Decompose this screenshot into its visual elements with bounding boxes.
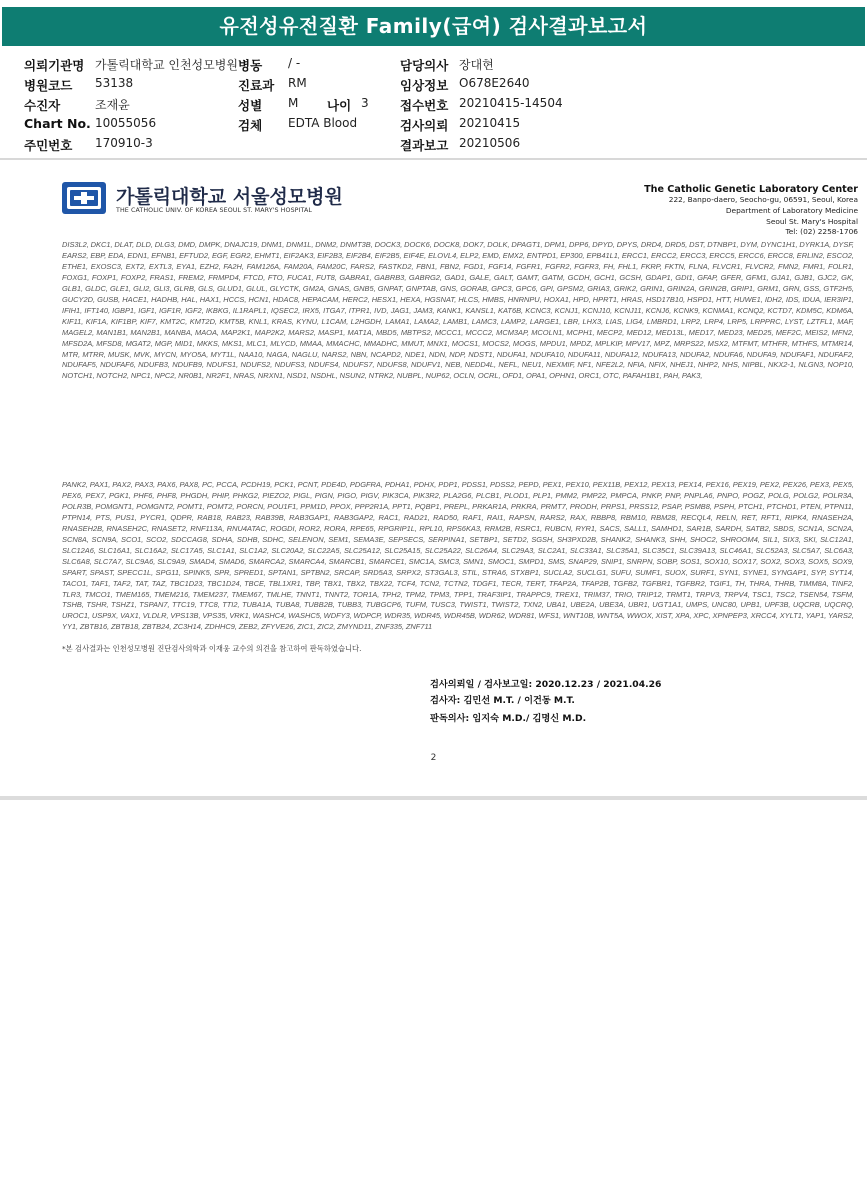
doctor-value: 장대현 — [459, 58, 494, 72]
collector-value: 조재윤 — [95, 98, 130, 112]
bottom-divider — [0, 796, 867, 800]
hospital-code-label: 병원코드 — [24, 78, 73, 93]
dates-line: 검사의뢰일 / 검사보고일: 2020.12.23 / 2021.04.26 — [430, 679, 662, 690]
lab-dept: Department of Laboratory Medicine — [725, 205, 858, 215]
hospital-name-en: THE CATHOLIC UNIV. OF KOREA SEOUL ST. MARY'S HOSPITAL — [116, 207, 312, 214]
dept-value: RM — [288, 76, 307, 90]
report-title-bar: 유전성유전질환 Family(급여) 검사결과보고서 — [2, 7, 865, 46]
report-page — [0, 170, 867, 790]
clinical-label: 임상정보 — [400, 78, 449, 93]
institution-value: 가톨릭대학교 인천성모병원 — [95, 58, 238, 72]
request-value: 20210415 — [459, 116, 521, 130]
patient-info-section — [0, 52, 867, 152]
hospital-name-ko: 가톨릭대학교 서울성모병원 — [116, 186, 343, 208]
age-label: 나이 — [327, 98, 352, 113]
receipt-label: 접수번호 — [400, 98, 449, 113]
reader-line: 판독의사: 임지숙 M.D./ 김명신 M.D. — [430, 713, 587, 724]
institution-label: 의뢰기관명 — [24, 58, 85, 73]
age-value: 3 — [361, 96, 369, 110]
sex-label: 성별 — [238, 98, 263, 113]
chart-value: 10055056 — [95, 116, 157, 130]
resident-label: 주민번호 — [24, 138, 73, 153]
footnote: *본 검사결과는 인천성모병원 진단검사의학과 이재웅 교수의 의견을 참고하여 판독하였습니다. — [62, 644, 362, 653]
ward-label: 병동 — [238, 58, 263, 73]
collector-label: 수진자 — [24, 98, 61, 113]
clinical-value: O678E2640 — [459, 76, 530, 90]
gene-list-block-1: DIS3L2, DKC1, DLAT, DLD, DLG3, DMD, DMPK, DNAJC19, DNM1, DNM1L, DNM2, DNMT3B, DOCK3, DOCK6, DOCK8, DOK7, DOLK, DPAGT1, DPM1, DPP6, DPYD, DPYS, DRD4, DRD5, DST, DTNBP1, DYM, DYNC1H1, DYRK1A, DYSF, EARS2, EBP, EDA, EDN1, EFNB1, EFTUD2, EGF, EGR2, EHMT1, EIF2AK3, EIF2B3, EIF2B4, EIF2B5, EIF4E, ELOVL4, ELP2, EMD, EMX2, ENTPD1, EP300, EPB41L1, ERCC1, ERCC2, ERCC3, ERCC5, ERCC6, ERCC8, ERLIN2, ESCO2, ETHE1, EXOSC3, EXT2, EXTL3, EYA1, EZH2, FA2H, FAM126A, FAM20A, FAM20C, FARS2, FASTKD2, FBN1, FBN2, FGD1, FGF14, FGFR1, FGFR2, FGFR3, FH, FHL1, FKRP, FKTN, FLNA, FLVCR1, FLVCR2, FMN2, FMR1, FOLR1, FOXG1, FOXP1, FOXP2, FRAS1, FREM2, FRMPD4, FTCD, FTO, FUCA1, FUT8, GABRA1, GABRB3, GABRG2, GAD1, GALE, GALT, GAMT, GATM, GCDH, GCH1, GCSH, GDAP1, GDI1, GFAP, GFER, GFM1, GJA1, GJB1, GJC2, GK, GLB1, GLDC, GLE1, GLI2, GLI3, GLRB, GLS, GLUD1, GLUL, GLYCTK, GM2A, GNAS, GNB5, GNPAT, GNPTAB, GNS, GORAB, GPC3, GPC6, GPI, GPSM2, GRIA3, GRIK2, GRIN1, GRIN2A, GRIN2B, GRIP1, GRM1, GRN, GSS, GTF2H5, GUCY2D, GUSB, HACE1, HADHB, HAL, HAX1, HCCS, HCN1, HDAC8, HEPACAM, HERC2, HESX1, HEXA, HGSNAT, HLCS, HMBS, HNRNPU, HOXA1, HPD, HPRT1, HRAS, HSD17B10, HSPD1, HTT, HUWE1, IDH2, IDS, IDUA, IER3IP1, IFIH1, IFT140, IGBP1, IGF1, IGF1R, IGF2, IKBKG, IL1RAPL1, IQSEC2, IRX5, ITGA7, ITPR1, IVD, JAG1, JAM3, KANK1, KANSL1, KAT6B, KCNC3, KCNJ1, KCNJ10, KCNJ11, KCNJ6, KCNK9, KCNMA1, KCNQ2, KCTD7, KDM5C, KDM6A, KIF11, KIF1A, KIF1BP, KIF7, KMT2C, KMT2D, KMT5B, KNL1, KRAS, KYNU, L1CAM, L2HGDH, LAMA1, LAMA2, LAMB1, LAMC3, LAMP2, LARGE1, LBR, LHX3, LIAS, LIG4, LMBRD1, LRP2, LRP4, LRP5, LRPPRC, LYST, LZTFL1, MAF, MAGEL2, MAN1B1, MAN2B1, MANBA, MAOA, MAP2K1, MAP2K2, MARS2, MASP1, MAT1A, MBD5, MBTPS2, MCCC1, MCCC2, MCM3AP, MCOLN1, MCPH1, MECP2, MED12, MED13L, MED17, MED23, MED25, MEF2C, MEIS2, MFN2, MFSD2A, MFSD8, MGAT2, MGP, MID1, MKKS, MKS1, MLC1, MLYCD, MMAA, MMACHC, MMADHC, MMUT, MNX1, MOCS1, MOCS2, MOGS, MPDU1, MPDZ, MPLKIP, MPV17, MPZ, MRPS22, MSX2, MTFMT, MTHFR, MTHFS, MTMR14, MTR, MTRR, MUSK, MVK, MYCN, MYO5A, MYT1L, NAA10, NAGA, NAGLU, NARS2, NBN, NCAPD2, NDE1, NDN, NDP, NDST1, NDUFA1, NDUFA10, NDUFA11, NDUFA12, NDUFA13, NDUFA2, NDUFA6, NDUFA9, NDUFAF1, NDUFAF2, NDUFAF5, NDUFAF6, NDUFB3, NDUFB9, NDUFS1, NDUFS2, NDUFS3, NDUFS4, NDUFS7, NDUFS8, NDUFV1, NEB, NEDD4L, NEFL, NEU1, NEXMIF, NF1, NFE2L2, NFIA, NFIX, NHEJ1, NHP2, NHS, NIPBL, NKX2-1, NLGN3, NOP10, NOTCH1, NOTCH2, NPC1, NPC2, NR0B1, NR2F1, NRAS, NRXN1, NSD1, NSDHL, NSUN2, NTRK2, NUBPL, NUP62, OCLN, OCRL, OFD1, OPA1, OPHN1, ORC1, OTC, PAFAH1B1, PAH, PAK3, — [62, 240, 854, 381]
resident-value: 170910-3 — [95, 136, 153, 150]
specimen-value: EDTA Blood — [288, 116, 358, 130]
header-divider — [0, 158, 867, 160]
dept-label: 진료과 — [238, 78, 275, 93]
report-date-label: 결과보고 — [400, 138, 449, 153]
lab-hospital: Seoul St. Mary's Hospital — [766, 216, 858, 226]
hospital-code-value: 53138 — [95, 76, 134, 90]
ward-value: / - — [288, 56, 301, 70]
request-label: 검사의뢰 — [400, 118, 449, 133]
lab-address-block — [644, 184, 858, 238]
lab-tel: Tel: (02) 2258-1706 — [785, 227, 858, 237]
specimen-label: 검체 — [238, 118, 263, 133]
gene-list-block-2: PANK2, PAX1, PAX2, PAX3, PAX6, PAX8, PC, PCCA, PCDH19, PCK1, PCNT, PDE4D, PDGFRA, PDHA1, PDHX, PDP1, PDSS1, PDSS2, PEPD, PEX1, PEX10, PEX11B, PEX12, PEX13, PEX14, PEX16, PEX19, PEX2, PEX26, PEX3, PEX5, PEX6, PEX7, PGK1, PHF6, PHF8, PHGDH, PHIP, PHKG2, PIEZO2, PIGL, PIGN, PIGO, PIGV, PIK3CA, PIK3R2, PLA2G6, PLCB1, PLOD1, PLP1, PMM2, PMP22, PMPCA, PNKP, PNP, PNPLA6, PNPO, POGZ, POLG, POLG2, POLR3A, POLR3B, POMGNT1, POMGNT2, POMT1, POMT2, PORCN, POU1F1, PPM1D, PPOX, PPP2R1A, PPT1, PQBP1, PREPL, PRKAR1A, PRKRA, PRMT7, PRODH, PRPS1, PRSS12, PSAP, PSMB8, PSPH, PTCH1, PTCHD1, PTEN, PTPN11, PTPN14, PTS, PUS1, PYCR1, QDPR, RAB18, RAB23, RAB39B, RAB3GAP1, RAB3GAP2, RAC1, RAD21, RAD50, RAF1, RAI1, RAPSN, RARS2, RAX, RBBP8, RBM10, RBM28, RECQL4, RELN, RET, RFT1, RIPK4, RNASEH2A, RNASEH2B, RNASEH2C, RNASET2, RNF113A, RNU4ATAC, ROGDI, ROR2, RORA, RPE65, RPGRIP1L, RPL10, RPS6KA3, RRM2B, RSRC1, RUBCN, RYR1, SACS, SALL1, SAMHD1, SAR1B, SARDH, SATB2, SBDS, SCN1A, SCN2A, SCN8A, SCN9A, SCO1, SCO2, SDCCAG8, SDHA, SDHB, SDHC, SELENON, SEM1, SEMA3E, SEPSECS, SERPINA1, SETBP1, SETD2, SGSH, SH3PXD2B, SHANK2, SHANK3, SHH, SHOC2, SHROOM4, SIL1, SIX3, SKI, SLC12A1, SLC12A6, SLC16A1, SLC16A2, SLC17A5, SLC1A1, SLC1A2, SLC20A2, SLC22A5, SLC25A12, SLC25A15, SLC25A22, SLC26A4, SLC29A3, SLC2A1, SLC33A1, SLC35A1, SLC35C1, SLC39A13, SLC46A1, SLC52A3, SLC5A7, SLC6A3, SLC6A8, SLC7A7, SLC9A6, SLC9A9, SMAD4, SMAD6, SMARCA2, SMARCA4, SMARCB1, SMARCE1, SMC1A, SMC3, SMN1, SMOC1, SMPD1, SMS, SNAP29, SNIP1, SNRPN, SOBP, SOS1, SOX10, SOX17, SOX2, SOX3, SOX5, SOX9, SPART, SPAST, SPECC1L, SPG11, SPINK5, SPR, SPRED1, SPTAN1, SPTBN2, SRCAP, SRD5A3, SRPX2, ST3GAL3, STIL, STRA6, STXBP1, SUCLA2, SUCLG1, SUFU, SUMF1, SUOX, SURF1, SYN1, SYNE1, SYNGAP1, SYP, SYT14, TACO1, TAF1, TAF2, TAT, TAZ, TBC1D23, TBC1D24, TBCE, TBL1XR1, TBP, TBX1, TBX2, TBX22, TCF4, TCN2, TCTN2, TDGF1, TECR, TERT, TFAP2A, TFAP2B, TGFB2, TGFBR1, TGFBR2, TGIF1, TH, THRA, THRB, TIMM8A, TINF2, TLR3, TMCO1, TMEM165, TMEM216, TMEM237, TMEM67, TMLHE, TNNT1, TNNT2, TOR1A, TPH2, TPM2, TPM3, TPP1, TRAF3IP1, TRAPPC9, TREX1, TRIM37, TRIO, TRIP12, TRMT1, TRPV3, TRPV4, TSC1, TSC2, TSEN54, TSFM, TSHB, TSHR, TSHZ1, TSPAN7, TTC19, TTC8, TTI2, TUBA1A, TUBA8, TUBB2B, TUBB3, TUBGCP6, TUFM, TUSC3, TWIST1, TWIST2, TXN2, UBA1, UBE2A, UBE3A, UBR1, UGT1A1, UMPS, UNC80, UPB1, UPF3B, UQCRB, UQCRQ, UROC1, USP9X, VAX1, VLDLR, VPS13B, VPS35, VRK1, WASHC4, WASHC5, WDFY3, WDPCP, WDR35, WDR45, WDR45B, WDR62, WDR81, WFS1, WNT10B, WNT5A, WWOX, XIST, XPA, XPC, XPNPEP3, XRCC4, XYLT1, YAP1, YARS2, YY1, ZBTB16, ZBTB18, ZBTB24, ZC3H14, ZDHHC9, ZEB2, ZFYVE26, ZIC1, ZIC2, ZMYND11, ZNF335, ZNF711 — [62, 480, 854, 632]
report-date-value: 20210506 — [459, 136, 521, 150]
chart-label: Chart No. — [24, 116, 91, 131]
lab-address: 222, Banpo-daero, Seocho-gu, 06591, Seoul, Korea — [668, 195, 858, 204]
sex-value: M — [288, 96, 299, 110]
page-number: 2 — [430, 753, 437, 763]
hospital-logo-icon — [62, 182, 106, 214]
tester-line: 검사자: 김민선 M.T. / 이건동 M.T. — [430, 695, 575, 706]
receipt-value: 20210415-14504 — [459, 96, 563, 110]
lab-name: The Catholic Genetic Laboratory Center — [644, 184, 858, 195]
doctor-label: 담당의사 — [400, 58, 449, 73]
